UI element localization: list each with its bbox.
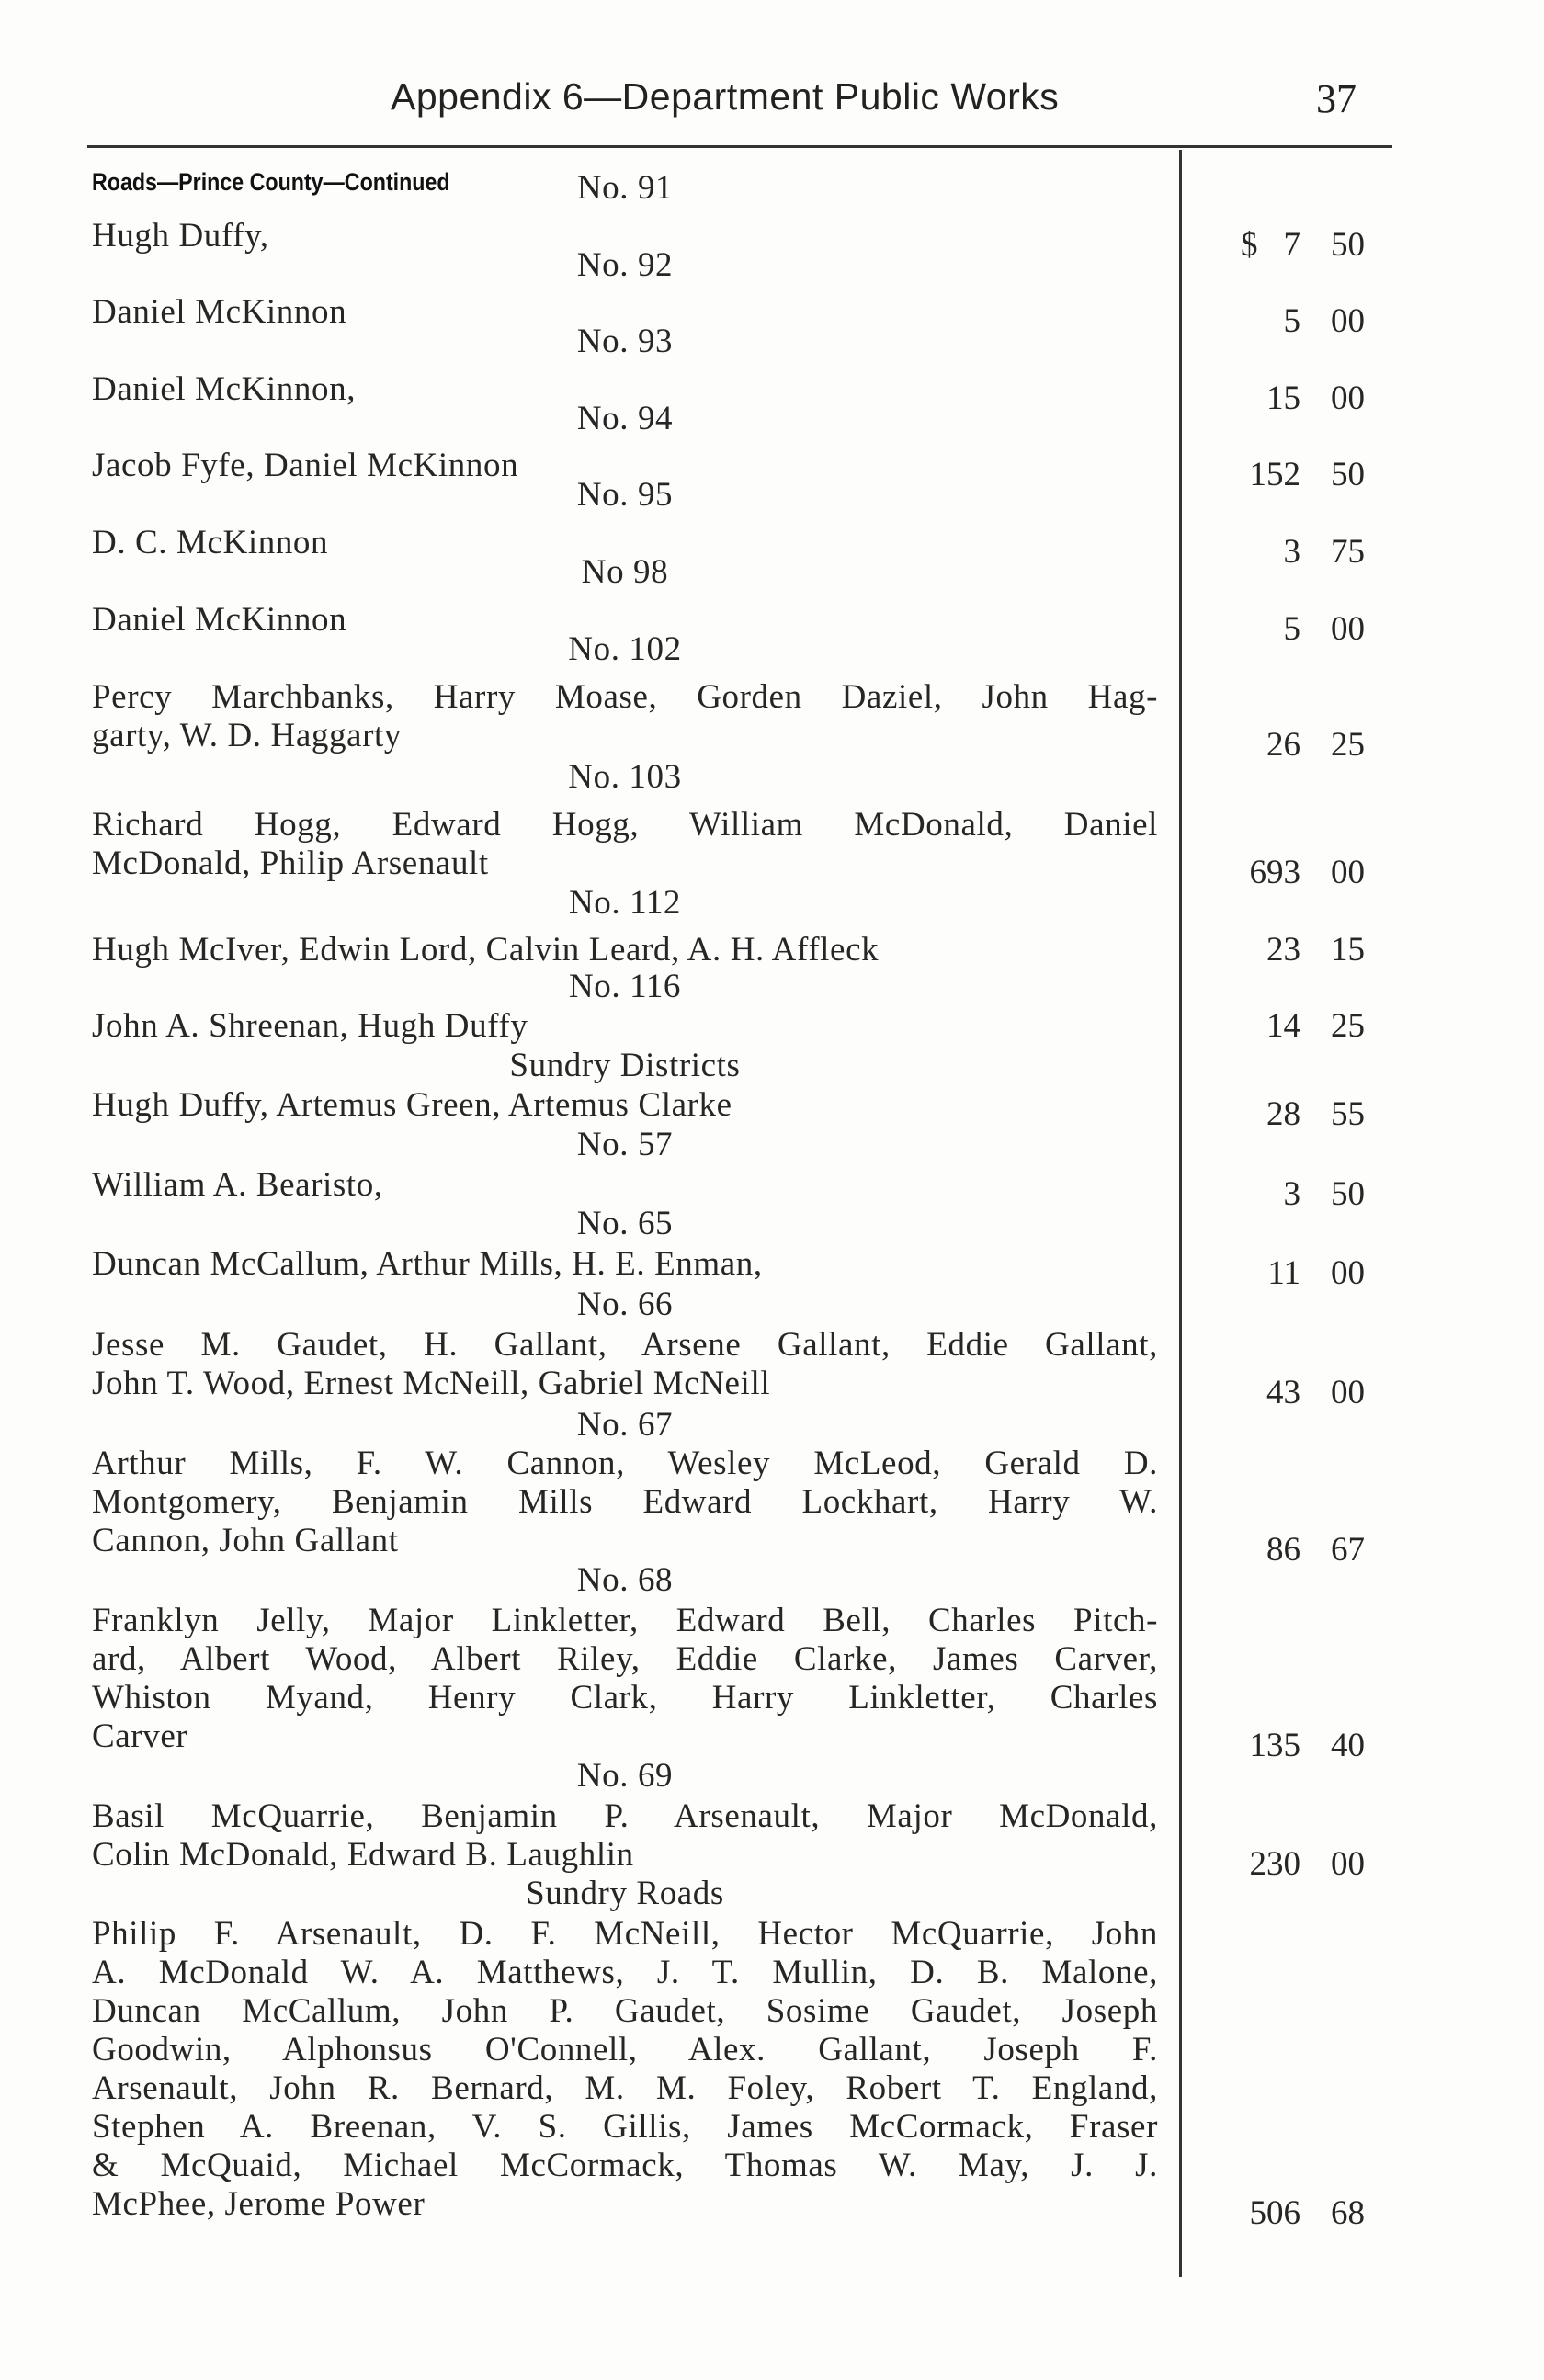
amount-dollars: 28 [1266,1095,1300,1133]
entry-heading: No. 94 [576,400,674,437]
entry-text-line: Daniel McKinnon [92,293,347,331]
header-rule [87,145,1392,148]
entry-text-line: Hugh Duffy, [92,217,269,255]
amount-cents: 00 [1331,1374,1365,1411]
dollar-sign: $ [1241,226,1258,264]
entry-heading: No. 66 [576,1286,674,1323]
amount-dollars: 5 [1283,302,1300,340]
amount-cents: 00 [1331,302,1365,340]
entry-heading: No. 93 [576,323,674,360]
amount-dollars: 152 [1249,456,1300,493]
amount-cents: 50 [1331,456,1365,493]
entry-text-line: Cannon, John Gallant [92,1522,399,1559]
amount-dollars: 14 [1266,1007,1300,1045]
amount-dollars: 5 [1283,610,1300,648]
entry-heading: No. 92 [576,246,674,284]
entry-heading: No. 69 [576,1757,674,1795]
entry-text-line: A. McDonald W. A. Matthews, J. T. Mullin, D. B. Malone, [92,1954,1158,1991]
entry-text-line: William A. Bearisto, [92,1166,383,1204]
amount-cents: 00 [1331,1845,1365,1883]
amount-cents: 55 [1331,1095,1365,1133]
amount-dollars: 7 [1283,226,1300,264]
amount-column-rule [1179,150,1182,2277]
entry-text-line: Basil McQuarrie, Benjamin P. Arsenault, Major McDonald, [92,1797,1158,1835]
entry-text-line: Jacob Fyfe, Daniel McKinnon [92,447,519,484]
entry-heading: No. 67 [576,1406,674,1444]
entry-heading: No. 95 [576,476,674,514]
amount-cents: 00 [1331,610,1365,648]
entry-heading: No. 65 [576,1205,674,1242]
entry-heading: No. 103 [568,758,682,796]
entry-text-line: & McQuaid, Michael McCormack, Thomas W. May, J. J. [92,2147,1158,2184]
entry-text-line: Montgomery, Benjamin Mills Edward Lockhart, Harry W. [92,1483,1158,1521]
entry-heading: No. 68 [576,1561,674,1599]
amount-dollars: 26 [1266,726,1300,764]
amount-dollars: 693 [1249,854,1300,891]
entry-text-line: Stephen A. Breenan, V. S. Gillis, James McCormack, Fraser [92,2108,1158,2146]
entry-text-line: Hugh Duffy, Artemus Green, Artemus Clarke [92,1086,732,1124]
entry-text-line: garty, W. D. Haggarty [92,717,402,754]
amount-dollars: 3 [1283,533,1300,571]
entry-text-line: Whiston Myand, Henry Clark, Harry Linkletter, Charles [92,1679,1158,1717]
running-title: Appendix 6—Department Public Works [391,75,1060,118]
amount-dollars: 135 [1249,1727,1300,1764]
entry-heading: Sundry Roads [526,1875,724,1912]
entry-text-line: Goodwin, Alphonsus O'Connell, Alex. Gallant, Joseph F. [92,2031,1158,2068]
amount-cents: 25 [1331,726,1365,764]
entry-text-line: Carver [92,1717,188,1755]
amount-cents: 50 [1331,226,1365,264]
entry-text-line: Philip F. Arsenault, D. F. McNeill, Hector McQuarrie, John [92,1915,1158,1953]
amount-cents: 00 [1331,1254,1365,1292]
entry-text-line: John A. Shreenan, Hugh Duffy [92,1007,528,1045]
entry-text-line: Daniel McKinnon, [92,370,357,408]
entry-text-line: Franklyn Jelly, Major Linkletter, Edward Bell, Charles Pitch- [92,1602,1158,1639]
entry-text-line: Colin McDonald, Edward B. Laughlin [92,1836,634,1874]
amount-cents: 00 [1331,380,1365,417]
entry-text-line: Jesse M. Gaudet, H. Gallant, Arsene Gallant, Eddie Gallant, [92,1326,1158,1364]
entry-text-line: ard, Albert Wood, Albert Riley, Eddie Clarke, James Carver, [92,1640,1158,1678]
amount-cents: 50 [1331,1175,1365,1213]
amount-cents: 00 [1331,854,1365,891]
entry-text-line: D. C. McKinnon [92,524,329,561]
amount-cents: 25 [1331,1007,1365,1045]
entry-text-line: Hugh McIver, Edwin Lord, Calvin Leard, A. H. Affleck [92,931,880,969]
amount-cents: 40 [1331,1727,1365,1764]
amount-dollars: 506 [1249,2194,1300,2232]
entry-text-line: Richard Hogg, Edward Hogg, William McDonald, Daniel [92,806,1158,844]
amount-dollars: 3 [1283,1175,1300,1213]
amount-dollars: 15 [1266,380,1300,417]
entry-text-line: Arthur Mills, F. W. Cannon, Wesley McLeod, Gerald D. [92,1445,1158,1482]
section-title: Roads—Prince County—Continued [92,168,450,196]
amount-dollars: 230 [1249,1845,1300,1883]
entry-text-line: Duncan McCallum, John P. Gaudet, Sosime Gaudet, Joseph [92,1992,1158,2030]
amount-cents: 15 [1331,931,1365,969]
entry-text-line: McDonald, Philip Arsenault [92,844,489,882]
amount-cents: 75 [1331,533,1365,571]
amount-dollars: 43 [1266,1374,1300,1411]
entry-text-line: McPhee, Jerome Power [92,2185,426,2223]
entry-heading: No. 91 [576,169,674,207]
entry-text-line: Percy Marchbanks, Harry Moase, Gorden Daziel, John Hag- [92,678,1158,716]
entry-text-line: Daniel McKinnon [92,601,347,639]
entry-heading: No. 57 [576,1126,674,1163]
entry-text-line: Duncan McCallum, Arthur Mills, H. E. Enman, [92,1245,763,1283]
amount-dollars: 23 [1266,931,1300,969]
entry-heading: No. 116 [568,968,682,1005]
running-head [0,75,1544,121]
entry-heading: Sundry Districts [509,1047,741,1084]
amount-cents: 68 [1331,2194,1365,2232]
entry-text-line: John T. Wood, Ernest McNeill, Gabriel McNeill [92,1365,771,1402]
amount-cents: 67 [1331,1531,1365,1569]
entry-heading: No. 102 [568,630,682,668]
amount-dollars: 86 [1266,1531,1300,1569]
entry-heading: No 98 [581,553,669,591]
amount-dollars: 11 [1267,1254,1300,1292]
entry-heading: No. 112 [568,884,682,922]
entry-text-line: Arsenault, John R. Bernard, M. M. Foley, Robert T. England, [92,2069,1158,2107]
page-number: 37 [1316,76,1357,121]
